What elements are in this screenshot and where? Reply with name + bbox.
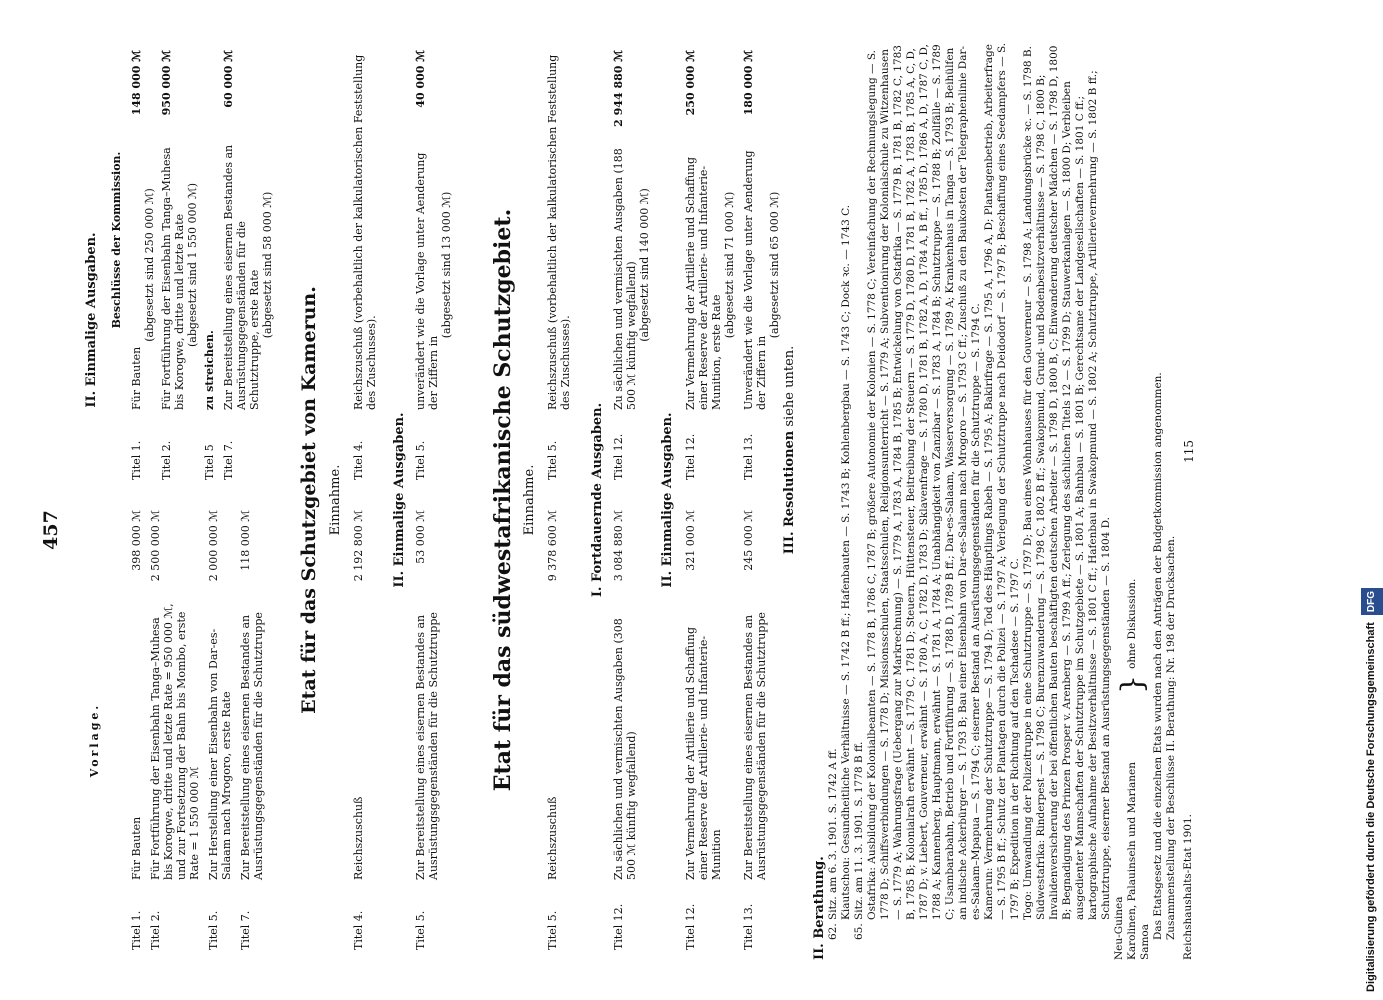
vorlage-item: Titel 2. Für Fortführung der Eisenbahn Tanga–Muhesa bis Korogwe, dritte und letzte Rate = 950 000 ℳ, und zur Fortsetzung der Bahn bis Mombo, erste Rate = 1 550 000 ℳ 2 500 000 ℳ (149, 510, 201, 950)
colony-name: Neu-Guinea (1113, 896, 1125, 960)
dfg-logo: DFG (1361, 588, 1383, 615)
brace-icon: } (1114, 674, 1150, 694)
colony-name: Karolinen, Palauinseln und Marianen (1126, 762, 1138, 960)
resolutions-heading: III. Resolutionen (782, 430, 797, 555)
page-number: 457 (40, 510, 62, 550)
beschluss-item: Titel 2. Für Fortführung der Eisenbahn Tanga–Muhesa bis Korogwe, dritte und letzte Rate 950 000 ℳ (abgesetzt sind 1 550 000 ℳ) (160, 50, 199, 480)
beratung-section (812, 40, 1196, 960)
left-column-header: Vorlage. (88, 702, 101, 778)
swa-title: Etat für das südwestafrikanische Schutzgebiet. (490, 208, 516, 792)
section-heading-einmalige-ausgaben: II. Einmalige Ausgaben. (84, 232, 99, 408)
beschluss-item: Titel 7. Zur Bereitstellung eines eisernen Bestandes an Ausrüstungsgegenständen für die Schutztruppe, erste Rate 60 000 ℳ (abgesetzt sind 58 000 ℳ) (222, 50, 274, 480)
beschluss-items (130, 50, 274, 480)
colonies-without-discussion (1113, 40, 1152, 960)
kamerun-einnahme-row: Titel 4. Reichszuschuß 2 192 800 ℳ Titel 4. Reichszuschuß (vorbehaltlich der kalkulatorischen Feststellung des Zuschusses). (352, 54, 378, 950)
swa-einnahme-label: Einnahme. (522, 464, 537, 536)
swa-einnahme-row: Titel 5. Reichszuschuß 9 378 600 ℳ Titel 5. Reichszuschuß (vorbehaltlich der kalkulatorischen Feststellung des Zuschusses). (546, 54, 572, 950)
swa-einmalig-item: Titel 12. Zur Vermehrung der Artillerie und Schaffung einer Reserve der Artillerie- und Infanterie-Munition 321 000 ℳ Titel 12. Zur Vermehrung der Artillerie und Schaffung einer Reserve der Artillerie- und Infanterie-Munition, erste Rate 250 000 ℳ (abgesetzt sind 71 000 ℳ) (684, 50, 736, 950)
swa-fort-row: Titel 12. Zu sächlichen und vermischten Ausgaben (308 500 ℳ künftig wegfallend) 3 084 880 ℳ Titel 12. Zu sächlichen und vermischten Ausgaben (188 500 ℳ künftig wegfallend) 2 944 880 ℳ (abgesetzt sind 140 000 ℳ) (612, 50, 651, 950)
einnahme-label: Einnahme. (328, 464, 343, 536)
vorlage-items (130, 510, 265, 950)
vorlage-item: Titel 5. Zur Herstellung einer Eisenbahn von Dar-es-Salaam nach Mrogoro, erste Rate 2 000 000 ℳ (207, 510, 233, 950)
footer-page-number: 115 (1182, 440, 1196, 463)
beratung-paragraph: Südwestafrika: Rinderpest — S. 1798 C; Burenzuwanderung — S. 1798 C, 1802 B ff.; Swakopmund, Grund- und Bodenbesitzverhältnisse — S. 1798 C, 1800 B; Invalidenversicherung der bei öffentlichen Bauten beschäftigten deutschen Arbeiter — S. 1798 D, 1800 B, C; Einwanderung deutscher Mädchen — S. 1798 D, 1800 B; Begnadigung des Prinzen Prosper v. Arenberg — S. 1799 A ff.; Zerlegung des sächlichen Titels 12 — S. 1799 D; Stauwerkanlagen — S. 1800 D; Verbleiben ausgedienter Mannschaften der Schutztruppe im Schutzgebiete — S. 1801 A; Bahnbau — S. 1801 B; Gerechtsame der Landgesellschaften — S. 1801 C ff.; kartographische Aufnahme der Besitzverhältnisse — S. 1801 C ff.; Hafenbau in Swakopmund — S. 1802 A; Schutztruppe, Artillerievermehrung — S. 1802 B ff.; Schutztruppe, eiserner Bestand an Ausrüstungsgegenständen — S. 1804 D. (1035, 45, 1112, 920)
beratung-sitzung: 62. Sitz. am 6. 3. 1901. S. 1742 A ff. (827, 748, 839, 940)
vorlage-item: Titel 1. Für Bauten 398 000 ℳ (130, 510, 143, 950)
beratung-paragraph: Das Etatsgesetz und die einzelnen Etats wurden nach den Anträgen der Budgetkommission angenommen. (1152, 372, 1164, 940)
digitization-credit (1360, 8, 1382, 992)
beratung-paragraph: Ostafrika: Ausbildung der Kolonialbeamten — S. 1778 B, 1786 C, 1787 B; größere Autonomie der Kolonien — S. 1778 C; Vereinfachung der Rechnungslegung — S. 1778 D; Schiffsverbindungen — S. 1778 D; Missionsschulen, Staatsschulen, Religionsunterricht — S. 1779 A; Subventionirung der Kolonialschule zu Witzenhausen — S. 1779 A; Wahrungsfrage (Uebergang zur Markrechnung) — S. 1779 A, 1783 A, 1784 B, 1785 B; Entwickelung von Ostafrika — S. 1779 B, 1781 B, 1782 C, 1783 B, 1785 B; Kolonialrath erwähnt — S. 1779 C, 1781 D; Steuern, Hüttensteuer, Beitreibung der Steuern — S. 1779 D, 1780 D, 1781 B, 1782 A, 1783 B, 1785 A, C, D, 1787 D; v. Liebert, Gouverneur, erwähnt — S. 1780 A, C, 1782 D, 1783 D; Sklavenfrage — S. 1780 D, 1781 B, 1782 A, D, 1784 A, B ff., 1785 D, 1786 A, D, 1787 C, D, 1788 A; Kannenberg, Hauptmann, erwähnt — S. 1781 A, 1784 A; Unabhängigkeit von Zanzibar — S. 1783 A, 1784 B; Schutztruppe — S. 1788 B; Zollfälle — S. 1789 C; Usambarabahn, Betrieb und Fortführung — S. 1788 D, 1789 B ff.; Dar-es-Salaam, Wasserversorgung — S. 1789 A; Krankenhaus in Tanga — S. 1793 B; Beihülfen an indische Ackerbürger — S. 1793 B; Bau einer Eisenbahn von Dar-es-Salaam nach Mrogoro — S. 1793 C ff.; Zuschuß zu den Baukosten der Telegraphenlinie Dar-es-Salaam–Mpapua — S. 1794 C; eiserner Bestand an Ausrüstungsgegenständen für die Schutztruppe — S. 1794 C. (866, 44, 982, 920)
swa-einmalig-heading: II. Einmalige Ausgaben. (660, 412, 675, 588)
footer-title: Reichshaushalts-Etat 1901. (1182, 814, 1194, 960)
kamerun-ausgabe-row: Titel 5. Zur Bereitstellung eines eisernen Bestandes an Ausrüstungsgegenständen für die Schutztruppe 53 000 ℳ Titel 5. unverändert wie die Vorlage unter Aenderung der Ziffern in 40 000 ℳ (abgesetzt sind 13 000 ℳ) (414, 50, 453, 950)
resolutions-reference: siehe unten. (782, 345, 797, 427)
beratung-paragraph: Kamerun: Vermehrung der Schutztruppe — S. 1794 D; Tod des Häuptlings Rabeh — S. 1795 A; Bakirifrage — S. 1795 A, 1796 A, D; Plantagenbetrieb, Arbeiterfrage — S. 1795 B ff.; Schutz der Plantagen durch die Polizei — S. 1797 A; Verlegung der Schutztruppe nach Deidodorf — S. 1797 B; Beschaffung eines Seedampfers — S. 1797 B; Expedition in der Richtung auf den Tschadsee — S. 1797 C. (983, 42, 1021, 920)
vorlage-item: Titel 7. Zur Bereitstellung eines eisernen Bestandes an Ausrüstungsgegenständen für die Schutztruppe 118 000 ℳ (239, 510, 265, 950)
beratung-paragraph: Togo: Umwandlung der Polizeitruppe in eine Schutztruppe — S. 1797 D; Bau eines Wohnhauses für den Gouverneur — S. 1798 A; Landungsbrücke ꝛc. — S. 1798 B. (1022, 46, 1034, 920)
fortdauernde-heading: I. Fortdauernde Ausgaben. (590, 402, 605, 598)
beratung-sitzung: 65. Sitz. am 11. 3. 1901. S. 1778 B ff. (853, 741, 865, 940)
beratung-paragraph: Zusammenstellung der Beschlüsse II. Berathung: Nr. 198 der Drucksachen. (1165, 535, 1177, 940)
kamerun-title: Etat für das Schutzgebiet von Kamerun. (298, 286, 320, 714)
beratung-heading: II. Berathung. (812, 856, 827, 960)
swa-einmalig-rows (684, 50, 781, 950)
beschluss-item: Titel 1. Für Bauten 148 000 ℳ (abgesetzt sind 250 000 ℳ) (130, 50, 156, 480)
swa-einmalig-item: Titel 13. Zur Bereitstellung eines eisernen Bestandes an Ausrüstungsgegenständen für die Schutztruppe 245 000 ℳ Titel 13. Unverändert wie die Vorlage unter Aenderung der Ziffern in 180 000 ℳ (abgesetzt sind 65 000 ℳ) (742, 50, 781, 950)
digitization-credit-text: Digitalisierung gefördert durch die Deutsche Forschungsgemeinschaft (1365, 622, 1377, 992)
kamerun-ausgaben-heading: II. Einmalige Ausgaben. (392, 412, 407, 588)
right-column-header: Beschlüsse der Kommission. (110, 151, 123, 329)
beschluss-item: Titel 5 zu streichen. (203, 330, 216, 480)
colony-name: Samoa (1139, 924, 1151, 960)
beratung-paragraph: Kiautschou: Gesundheitliche Verhältnisse — S. 1742 B ff.; Hafenbauten — S. 1743 B; Kohlenbergbau — S. 1743 C; Dock ꝛc. — 1743 C. (840, 204, 852, 920)
resolutions-line (782, 200, 797, 700)
ohne-diskussion: ohne Diskussion. (1126, 578, 1138, 669)
